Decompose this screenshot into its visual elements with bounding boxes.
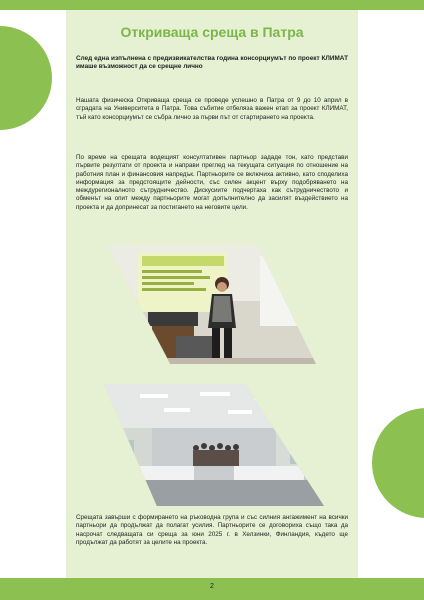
decorative-circle-right <box>372 408 424 518</box>
page-number: 2 <box>210 583 214 590</box>
paragraph-meeting-discussion: По време на срещата водещият консултативен партньор зададе тон, като представи първите резултати от проекта и направи преглед на текущата ситуация по отношение на работния план и финансовия напредък. Партньорите се включиха активно, като споделиха информация за предстоящите дейности, със силен акцент върху подобряването на междурегионалното сътрудничество. Дискусиите подчертаха как сътрудничеството и обменът на опит между партньорите могат допълнително да засилят въздействието на проекта и да допринесат за постигането на неговите цели. <box>76 154 348 211</box>
paragraph-meeting-conclusion: Срещата завърши с формирането на ръководна група и със силния ангажимент на всички партньори да продължат да полагат усилия. Партньорите се договориха също така да насрочат следващата си среща за юни 2025 г. в Хелзинки, Финландия, където ще продължат да работят за целите на проекта. <box>76 514 348 546</box>
decorative-circle-left <box>0 26 52 130</box>
top-accent-bar <box>0 0 424 10</box>
paragraph-meeting-summary: Нашата физическа Откриваща среща се проведе успешно в Патра от 9 до 10 април в сградата на Университета в Патра. Това събитие отбеляза важен етап за проект КЛИМАТ, тъй като консорциумът се събра лично за първи път от стартирането на проекта. <box>76 97 348 121</box>
presentation-photo <box>108 246 316 364</box>
newsletter-page <box>66 10 358 578</box>
group-photo <box>104 384 324 506</box>
lead-paragraph: След една изпълнена с предизвикателства година консорциумът по проект КЛИМАТ имаше възможност да се срещне лично <box>76 55 348 71</box>
page-title: Откриваща среща в Патра <box>120 24 304 40</box>
